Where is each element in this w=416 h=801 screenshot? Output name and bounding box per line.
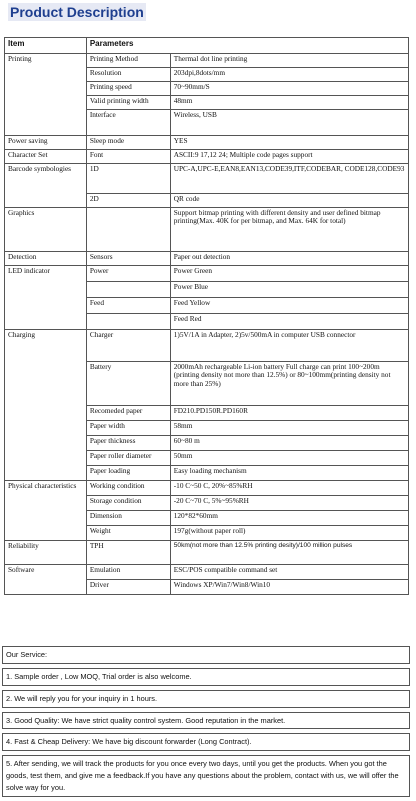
row-value: YES: [170, 136, 408, 150]
row-value: Support bitmap printing with different density and user defined bitmap printing(Max. 40K for per bitmap, and Max. 64K for total): [170, 208, 408, 252]
table-row: [5, 252, 409, 266]
table-row: [5, 54, 409, 68]
row-sub: 1D: [86, 164, 170, 194]
row-value: Easy loading mechanism: [170, 466, 408, 481]
row-sub: Resolution: [86, 68, 170, 82]
row-sub: Sensors: [86, 252, 170, 266]
row-value: 197g(without paper roll): [170, 526, 408, 541]
row-sub: Printing speed: [86, 82, 170, 96]
row-value: FD210.PD150R.PD160R: [170, 406, 408, 421]
row-item: Detection: [5, 252, 87, 266]
row-value: Paper out detection: [170, 252, 408, 266]
table-row: [5, 208, 409, 252]
header-parameters: Parameters: [86, 38, 408, 54]
row-value: ASCII:9 17,12 24; Multiple code pages support: [170, 150, 408, 164]
row-item: Software: [5, 565, 87, 595]
table-row: [5, 150, 409, 164]
row-item: Power saving: [5, 136, 87, 150]
table-row: [5, 164, 409, 194]
row-value: 2000mAh rechargeable Li-ion battery Full charge can print 100~200m (printing density not more than 12.5%) or 80~100mm(printing density not more than 25%): [170, 362, 408, 406]
row-value: 50km(not more than 12.5% printing desity)/100 million pulses: [170, 541, 408, 565]
row-value: Windows XP/Win7/Win8/Win10: [170, 580, 408, 595]
row-sub: Driver: [86, 580, 170, 595]
row-value: 58mm: [170, 421, 408, 436]
service-heading: Our Service:: [2, 646, 410, 664]
row-sub: Sleep mode: [86, 136, 170, 150]
row-value: Thermal dot line printing: [170, 54, 408, 68]
row-value: ESC/POS compatible command set: [170, 565, 408, 580]
row-value: 1)5V/1A in Adapter, 2)5v/500mA in computer USB connector: [170, 330, 408, 362]
header-item: Item: [5, 38, 87, 54]
service-item: 5. After sending, we will track the products for you once every two days, until you get the products. When you got the goods, test them, and give me a feedback.If you have any questions about the problem, contact with us, we will offer the solve way for you.: [2, 755, 410, 797]
row-sub: TPH: [86, 541, 170, 565]
row-sub: Power: [86, 266, 170, 282]
row-sub: [86, 314, 170, 330]
row-item: Physical characteristics: [5, 481, 87, 541]
title-bar: [0, 0, 416, 30]
row-sub: Paper thickness: [86, 436, 170, 451]
our-service-section: [0, 646, 412, 801]
row-sub: [86, 282, 170, 298]
service-item: 3. Good Quality: We have strict quality control system. Good reputation in the market.: [2, 712, 410, 730]
row-value: 60~80 m: [170, 436, 408, 451]
row-item: Graphics: [5, 208, 87, 252]
table-row: [5, 330, 409, 362]
row-sub: Working condition: [86, 481, 170, 496]
row-sub: Charger: [86, 330, 170, 362]
table-row: [5, 565, 409, 580]
row-value: 70~90mm/S: [170, 82, 408, 96]
row-value: Power Blue: [170, 282, 408, 298]
row-sub: [86, 208, 170, 252]
row-sub: Interface: [86, 110, 170, 136]
row-value: Power Green: [170, 266, 408, 282]
row-sub: 2D: [86, 194, 170, 208]
row-sub: Emulation: [86, 565, 170, 580]
table-row: [5, 481, 409, 496]
row-value: 203dpi,8dots/mm: [170, 68, 408, 82]
row-value: UPC-A,UPC-E,EAN8,EAN13,CODE39,ITF,CODEBAR, CODE128,CODE93: [170, 164, 408, 194]
service-item: 2. We will reply you for your inquiry in 1 hours.: [2, 690, 410, 708]
row-value: Feed Yellow: [170, 298, 408, 314]
table-row: [5, 541, 409, 565]
row-value: -20 C~70 C, 5%~95%RH: [170, 496, 408, 511]
table-row: [5, 136, 409, 150]
row-sub: Feed: [86, 298, 170, 314]
row-sub: Dimension: [86, 511, 170, 526]
row-sub: Valid printing width: [86, 96, 170, 110]
row-item: LED indicator: [5, 266, 87, 330]
row-sub: Battery: [86, 362, 170, 406]
row-sub: Paper width: [86, 421, 170, 436]
row-sub: Printing Method: [86, 54, 170, 68]
row-value: Feed Red: [170, 314, 408, 330]
table-row: [5, 266, 409, 282]
row-sub: Storage condition: [86, 496, 170, 511]
row-item: Reliability: [5, 541, 87, 565]
service-item: 1. Sample order , Low MOQ, Trial order is also welcome.: [2, 668, 410, 686]
row-sub: Paper roller diameter: [86, 451, 170, 466]
row-sub: Recomeded paper: [86, 406, 170, 421]
row-item: Character Set: [5, 150, 87, 164]
row-sub: Font: [86, 150, 170, 164]
row-value: 48mm: [170, 96, 408, 110]
spec-table: [4, 37, 409, 595]
row-value: -10 C~50 C, 20%~85%RH: [170, 481, 408, 496]
row-sub: Weight: [86, 526, 170, 541]
row-value: Wireless, USB: [170, 110, 408, 136]
row-item: Barcode symbologies: [5, 164, 87, 208]
row-value: QR code: [170, 194, 408, 208]
row-item: Charging: [5, 330, 87, 481]
row-value: 50mm: [170, 451, 408, 466]
table-header-row: [5, 38, 409, 54]
page-title: Product Description: [10, 4, 144, 20]
row-sub: Paper loading: [86, 466, 170, 481]
row-item: Printing: [5, 54, 87, 136]
service-item: 4. Fast & Cheap Delivery: We have big discount forwarder (Long Contract).: [2, 733, 410, 751]
row-value: 120*82*60mm: [170, 511, 408, 526]
